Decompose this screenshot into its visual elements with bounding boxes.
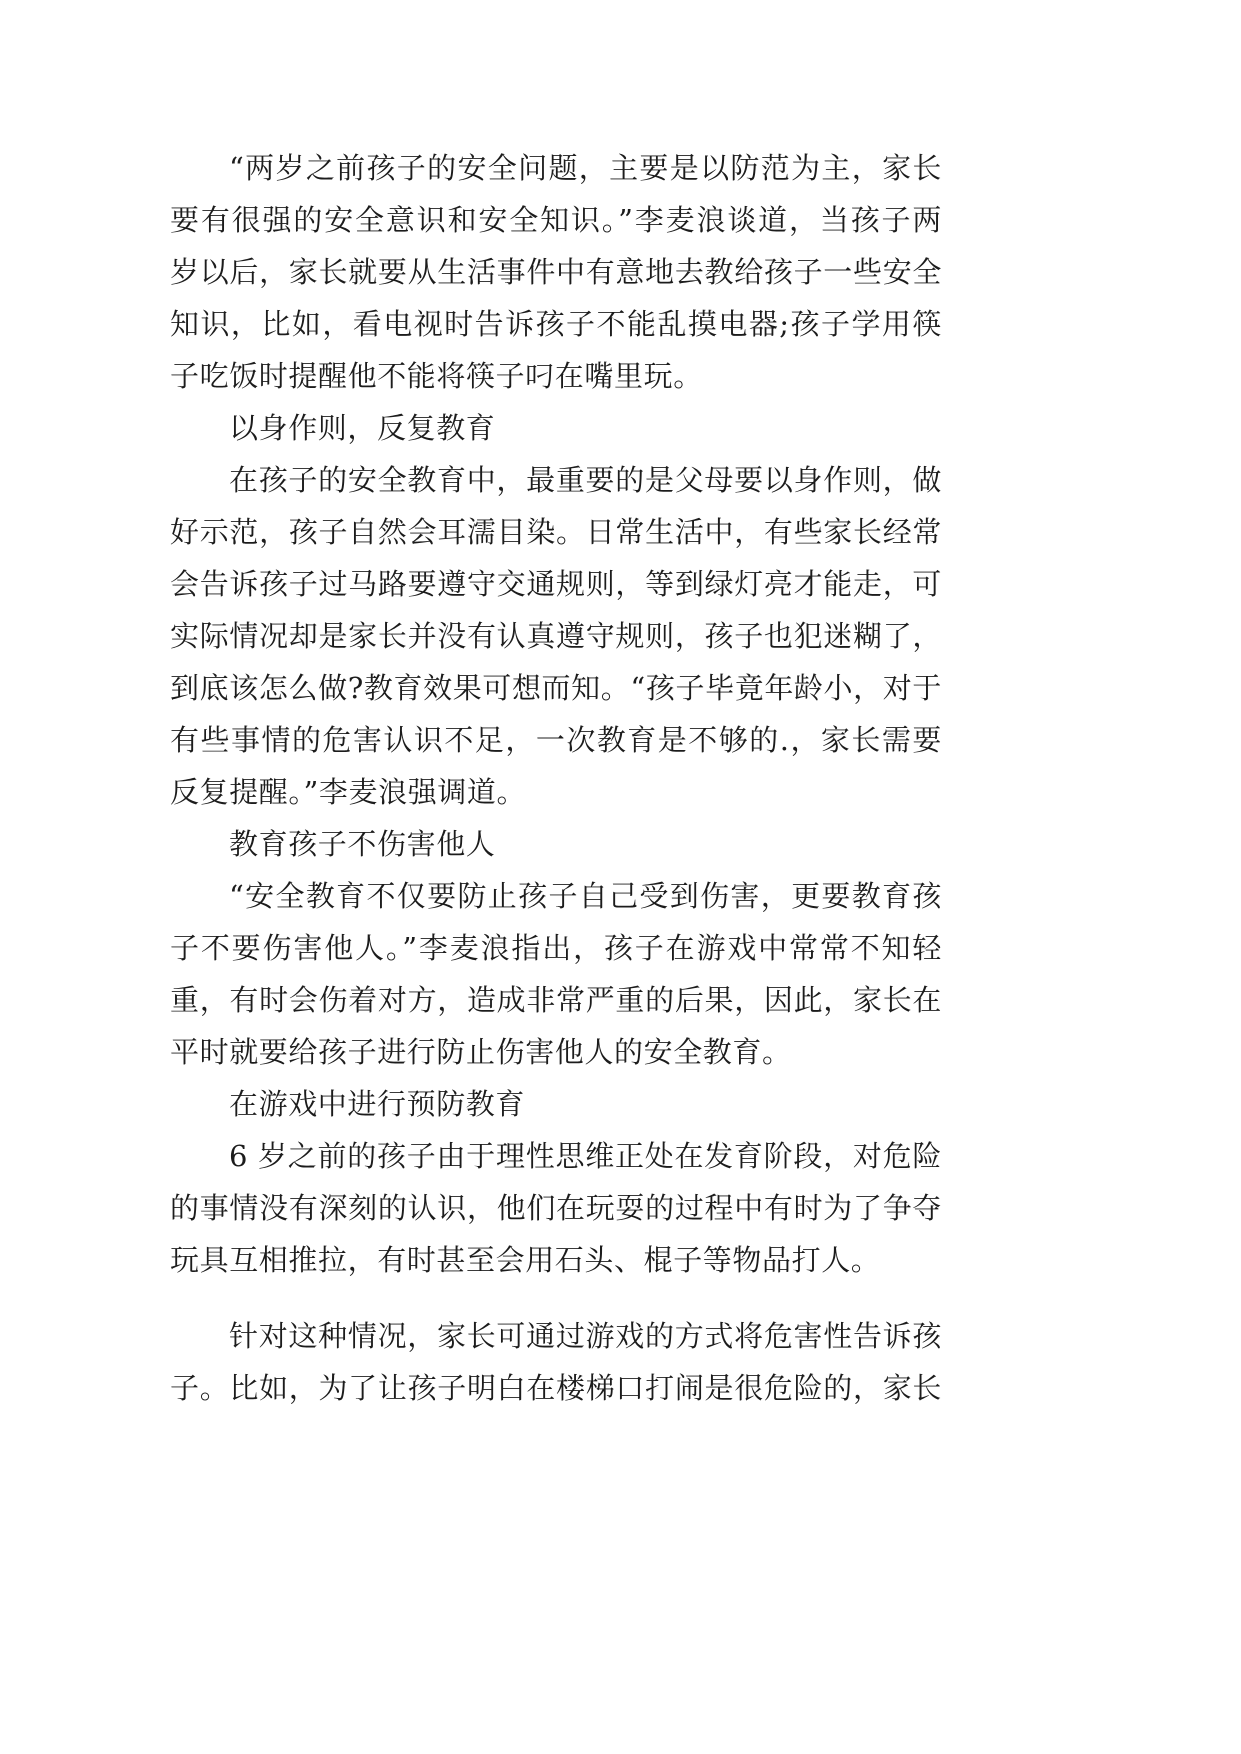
paragraph — [170, 1130, 942, 1286]
section-heading-text: 教育孩子不伤害他人 — [229, 827, 496, 861]
text-line: 到底该怎么做?教育效果可想而知。“孩子毕竟年龄小，对于 — [170, 671, 942, 705]
paragraph — [170, 142, 942, 402]
text-line: “两岁之前孩子的安全问题，主要是以防范为主，家长 — [229, 151, 942, 185]
text-line: 有些事情的危害认识不足，一次教育是不够的.，家长需要 — [170, 723, 942, 757]
text-line: 子吃饭时提醒他不能将筷子叼在嘴里玩。 — [170, 359, 703, 393]
text-line: “安全教育不仅要防止孩子自己受到伤害，更要教育孩 — [229, 879, 942, 913]
text-line: 平时就要给孩子进行防止伤害他人的安全教育。 — [170, 1035, 792, 1069]
text-line: 会告诉孩子过马路要遵守交通规则，等到绿灯亮才能走，可 — [170, 567, 942, 601]
section-heading — [170, 1078, 942, 1130]
text-line: 玩具互相推拉，有时甚至会用石头、棍子等物品打人。 — [170, 1243, 881, 1277]
section-heading-text: 在游戏中进行预防教育 — [229, 1087, 526, 1121]
text-line: 实际情况却是家长并没有认真遵守规则，孩子也犯迷糊了， — [170, 619, 942, 653]
paragraph — [170, 454, 942, 818]
paragraph — [170, 1310, 942, 1414]
text-line: 要有很强的安全意识和安全知识。”李麦浪谈道，当孩子两 — [170, 203, 942, 237]
section-heading-text: 以身作则，反复教育 — [229, 411, 496, 445]
text-line: 反复提醒。”李麦浪强调道。 — [170, 775, 527, 809]
text-line: 子不要伤害他人。”李麦浪指出，孩子在游戏中常常不知轻 — [170, 931, 942, 965]
section-heading — [170, 818, 942, 870]
text-line: 6 岁之前的孩子由于理性思维正处在发育阶段，对危险 — [229, 1139, 942, 1173]
text-line: 子。比如，为了让孩子明白在楼梯口打闹是很危险的，家长 — [170, 1371, 942, 1405]
text-line: 在孩子的安全教育中，最重要的是父母要以身作则，做 — [229, 463, 942, 497]
paragraph — [170, 870, 942, 1078]
text-line: 知识，比如，看电视时告诉孩子不能乱摸电器;孩子学用筷 — [170, 307, 942, 341]
text-line: 针对这种情况，家长可通过游戏的方式将危害性告诉孩 — [229, 1319, 942, 1353]
section-heading — [170, 402, 942, 454]
text-line: 的事情没有深刻的认识，他们在玩耍的过程中有时为了争夺 — [170, 1191, 942, 1225]
text-line: 岁以后，家长就要从生活事件中有意地去教给孩子一些安全 — [170, 255, 942, 289]
text-line: 好示范，孩子自然会耳濡目染。日常生活中，有些家长经常 — [170, 515, 942, 549]
text-line: 重，有时会伤着对方，造成非常严重的后果，因此，家长在 — [170, 983, 942, 1017]
